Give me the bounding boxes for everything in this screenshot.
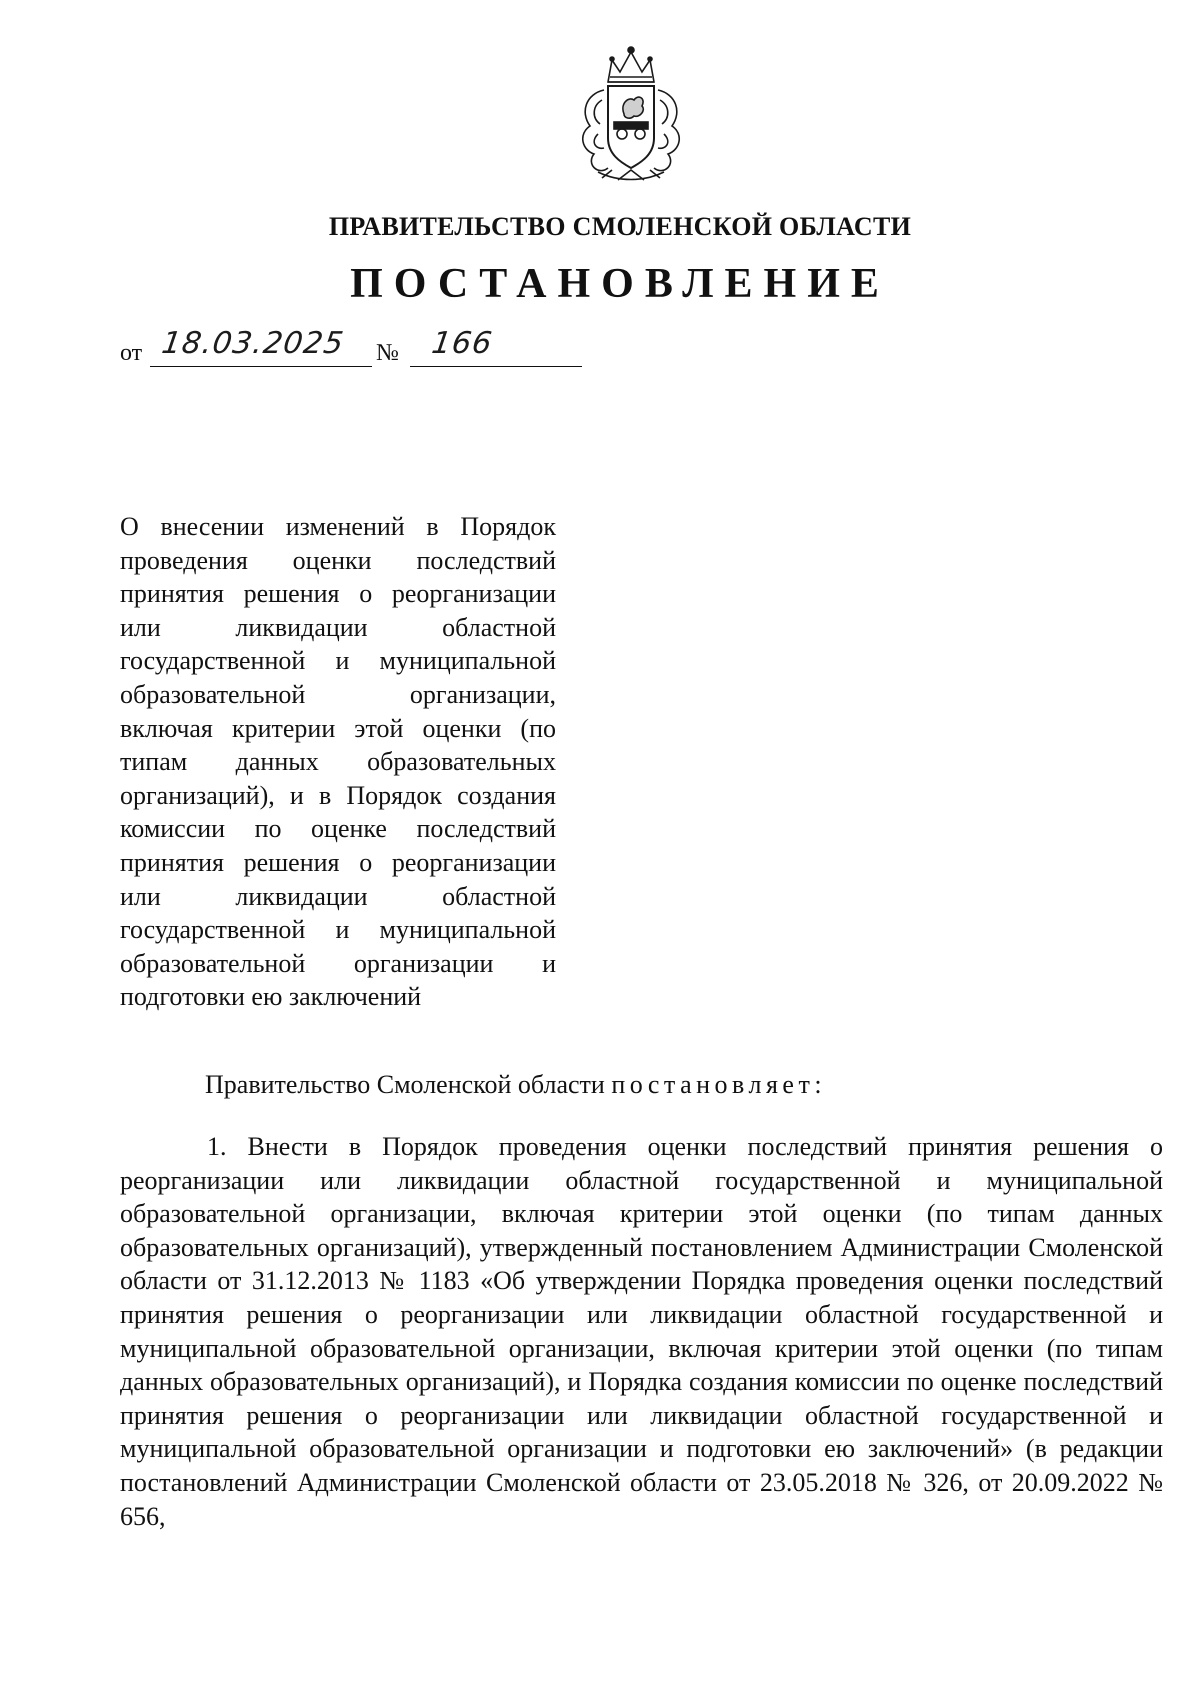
number-underline	[410, 366, 582, 367]
paragraph-1: 1. Внести в Порядок проведения оценки последствий принятия решения о реорганизации или ликвидации областной государственной и муниципальной образовательной организации, включая критерии этой оценки (по типам данных образовательных организаций), утвержденный постановлением Администрации Смоленской области от 31.12.2013 № 1183 «Об утверждении Порядка проведения оценки последствий принятия решения о реорганизации или ликвидации областной государственной и муниципальной образовательной организации, включая критерии этой оценки (по типам данных образовательных организаций), и Порядка создания комиссии по оценке последствий принятия решения о реорганизации или ликвидации областной государственной и муниципальной образовательной организации и подготовки ею заключений» (в редакции постановлений Администрации Смоленской области от 23.05.2018 № 326, от 20.09.2022 № 656,	[120, 1132, 1163, 1531]
registration-line	[120, 328, 580, 368]
organization-name: ПРАВИТЕЛЬСТВО СМОЛЕНСКОЙ ОБЛАСТИ	[328, 212, 912, 241]
coat-of-arms-icon	[568, 42, 694, 188]
date-underline	[150, 366, 372, 367]
preamble-verb: постановляет:	[611, 1070, 827, 1099]
preamble	[205, 1070, 826, 1100]
date-value: 18.03.2025	[159, 326, 347, 361]
number-label: №	[376, 340, 399, 366]
number-value: 166	[429, 326, 495, 361]
date-label: от	[120, 340, 143, 366]
preamble-subject: Правительство Смоленской области	[205, 1070, 605, 1099]
document-type: ПОСТАНОВЛЕНИЕ	[350, 261, 890, 307]
document-title: О внесении изменений в Порядок проведения оценки последствий принятия решения о реорганизации или ликвидации областной государственной и муниципальной образовательной организации, включая критерии этой оценки (по типам данных образовательных организаций), и в Порядок создания комиссии по оценке последствий принятия решения о реорганизации или ликвидации областной государственной и муниципальной образовательной организации и подготовки ею заключений	[120, 512, 556, 1012]
